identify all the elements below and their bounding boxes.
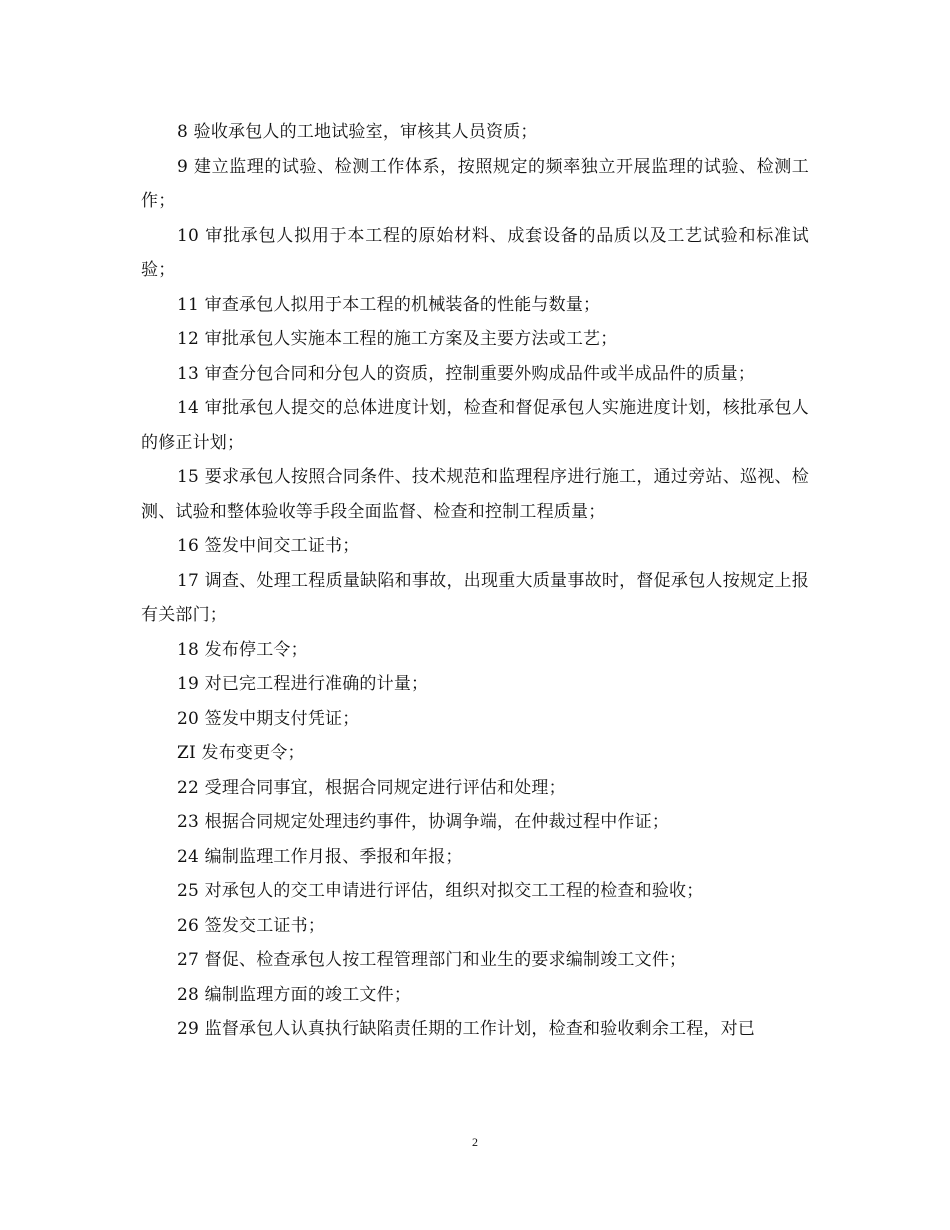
paragraph-item-8: 8 验收承包人的工地试验室，审核其人员资质； — [177, 122, 538, 142]
paragraph-item-26: 26 签发交工证书； — [177, 915, 326, 936]
paragraph-item-12: 12 审批承包人实施本工程的施工方案及主要方法或工艺； — [177, 329, 618, 349]
paragraph-item-14: 14 审批承包人提交的总体进度计划，检查和督促承包人实施进度计划，核批承包人的修正计划； — [141, 398, 809, 453]
paragraph-item-19: 19 对已完工程进行准确的计量； — [177, 674, 429, 694]
paragraph-item-9: 9 建立监理的试验、检测工作体系，按照规定的频率独立开展监理的试验、检测工作； — [141, 156, 809, 211]
paragraph-item-22: 22 受理合同事宜，根据合同规定进行评估和处理； — [177, 777, 566, 798]
document-body — [141, 115, 809, 1047]
paragraph-item-27: 27 督促、检查承包人按工程管理部门和业生的要求编制竣工文件； — [177, 950, 687, 970]
paragraph-item-20: 20 签发中期支付凭证； — [177, 708, 360, 729]
paragraph-item-17: 17 调查、处理工程质量缺陷和事故，出现重大质量事故时，督促承包人按规定上报有关部门； — [141, 570, 809, 625]
paragraph-item-28: 28 编制监理方面的竣工文件； — [177, 984, 412, 1005]
paragraph-item-18: 18 发布停工令； — [177, 639, 308, 660]
paragraph-item-16: 16 签发中间交工证书； — [177, 536, 360, 556]
paragraph-item-24: 24 编制监理工作月报、季报和年报； — [177, 846, 463, 867]
paragraph-item-21: ZI 发布变更令； — [177, 743, 305, 763]
paragraph-item-25: 25 对承包人的交工申请进行评估，组织对拟交工工程的检查和验收； — [177, 881, 704, 901]
paragraph-item-10: 10 审批承包人拟用于本工程的原始材料、成套设备的品质以及工艺试验和标准试验； — [141, 225, 809, 280]
paragraph-item-29: 29 监督承包人认真执行缺陷责任期的工作计划，检查和验收剩余工程，对已 — [177, 1019, 756, 1039]
paragraph-item-13: 13 审查分包合同和分包人的资质，控制重要外购成品件或半成品件的质量； — [177, 363, 756, 384]
page-number: 2 — [472, 1135, 478, 1149]
paragraph-item-11: 11 审查承包人拟用于本工程的机械装备的性能与数量； — [177, 294, 601, 315]
paragraph-item-15: 15 要求承包人按照合同条件、技术规范和监理程序进行施工，通过旁站、巡视、检测、试验和整体验收等手段全面监督、检查和控制工程质量； — [141, 467, 809, 522]
paragraph-item-23: 23 根据合同规定处理违约事件，协调争端，在仲裁过程中作证； — [177, 812, 670, 832]
